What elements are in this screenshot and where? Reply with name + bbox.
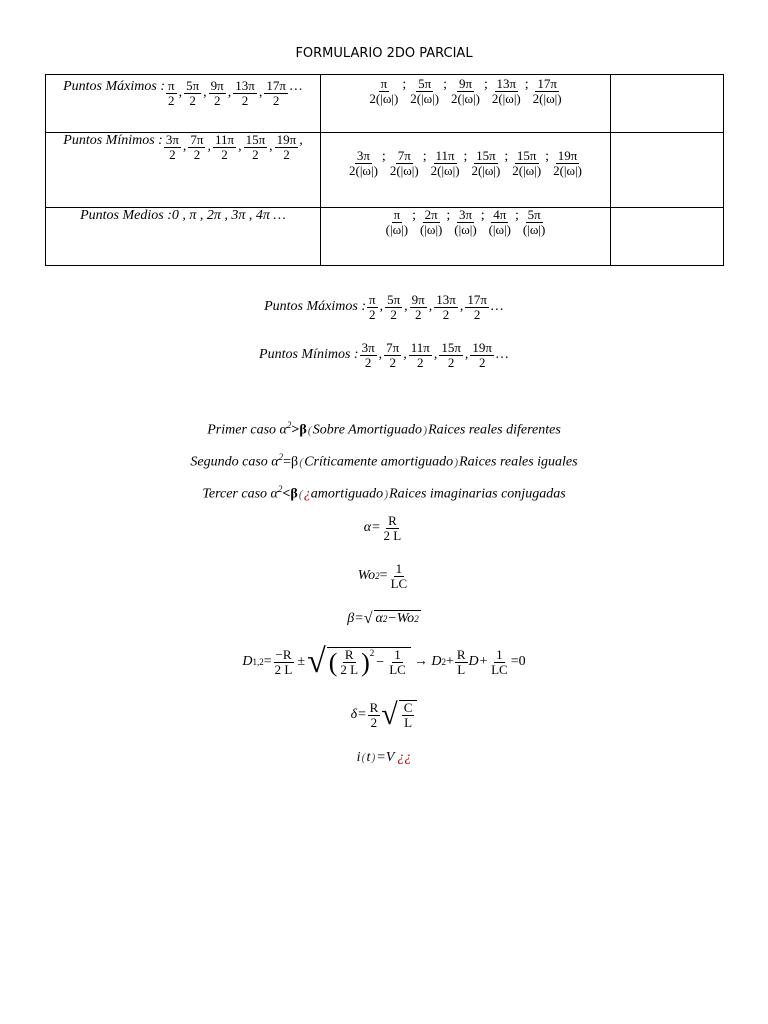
numerator: 17π [266,78,286,93]
separator: ; [443,77,448,92]
eq-min-fracs [359,341,495,369]
min-label: Puntos Mínimos : [63,133,163,148]
separator: , [178,85,183,101]
eq-max-label: Puntos Máximos : [264,299,366,315]
numerator: 15π [245,132,266,147]
numerator: 5π [418,76,432,91]
eq-delta: δ= $\frac{R}{2}$ √ $\frac{C}{L}$ [0,700,768,730]
numerator: 11π [435,148,455,163]
fraction [233,79,257,107]
fraction [388,149,421,177]
tercer-caso-par: amortiguado [310,486,384,502]
numerator: 5π [186,78,200,93]
table-row-minimos [46,133,724,208]
fraction [166,79,177,107]
numerator: 11π [214,132,235,147]
denominator: 2 [390,306,397,322]
delta-rden: L [404,715,413,730]
d12-eq: = [263,654,272,669]
denominator: 2(|ω|) [369,90,399,106]
cell-max-points [46,75,321,133]
eq-puntos-maximos [0,293,768,321]
separator: , [238,139,242,155]
fraction [429,149,462,177]
d12-dterm: D+ [468,654,489,669]
separator: , [182,139,187,155]
denominator: 2(|ω|) [512,162,542,178]
numerator: 3π [361,340,375,355]
separator: ; [515,208,519,223]
d12-den4: L [457,661,466,677]
denominator: 2 [283,146,290,162]
separator: , [403,347,407,363]
denominator: 2(|ω|) [532,90,562,106]
d12-pm: ± [297,654,306,669]
fraction [510,149,543,177]
d12-lhs: D [242,654,253,669]
denominator: 2 [272,92,280,108]
delta-lhs: δ= [350,707,367,722]
segundo-caso-post: Raices reales iguales [459,454,578,470]
numerator: 15π [516,148,537,163]
denominator: 2 [189,92,196,108]
max-fracs [165,79,289,107]
separator: , [428,299,433,315]
denominator: 2 [369,306,376,322]
cell-empty-1 [611,75,724,133]
denominator: 2 [442,306,450,322]
numerator: 7π [386,340,400,355]
cell-min-points [46,133,321,208]
separator: ; [480,208,485,223]
max-label: Puntos Máximos : [63,79,165,94]
primer-caso-op: >β [291,422,307,438]
eq-tercer-caso: Tercer caso $\alpha^2<\beta(¿amortiguado)Raices$ imaginarias conjugadas [202,484,566,502]
fraction [465,293,489,321]
beta-sup: 2 [382,614,388,624]
numerator: 13π [235,78,255,93]
d12-num3: 1 [394,647,401,663]
numerator: 19π [557,148,578,163]
tercer-caso-pre: Tercer caso α [202,486,278,502]
d12-den1: 2 L [274,661,293,677]
separator: , [379,299,384,315]
it-t: t [366,750,371,765]
denominator: 2 [193,146,201,162]
d12-den2: 2 L [340,662,359,677]
numerator: 19π [276,132,297,147]
separator: ; [381,149,386,164]
medio-values: 0 , π , 2π , 3π , 4π … [171,208,286,223]
numerator: 15π [476,148,496,163]
d12-arrow: → D [413,654,442,669]
denominator: 2(|ω|) [553,162,582,178]
numerator: π [380,76,388,91]
numerator: 11π [410,340,430,355]
d12-end: =0 [510,654,526,669]
alpha-den: 2 L [383,527,402,543]
fraction [551,149,584,177]
d12-plus: + [445,654,454,669]
segundo-caso-op: =β [283,454,299,470]
d12-sup: 2 [369,648,375,659]
d12-den3: LC [389,662,406,677]
fraction [367,77,400,105]
fraction [384,341,401,369]
denominator: 2 [364,354,372,370]
eq-segundo-caso: Segundo caso $\alpha^2=\beta(Críticamente$ amortiguado)Raices reales iguales [190,452,578,470]
denominator: (|ω|) [488,221,512,237]
denominator: 2 [169,146,176,162]
denominator: 2 [241,92,249,108]
denominator: 2 [168,92,175,108]
eq-it: i(t)=V ¿¿ [356,750,412,765]
denominator: 2 [414,306,422,322]
separator: , [203,85,207,101]
fraction [188,133,205,161]
denominator: 2 [473,306,481,322]
separator: , [207,139,211,155]
numerator: 3π [165,132,179,147]
numerator: 2π [424,207,438,222]
eq-min-tail: … [494,347,509,363]
tercer-caso-sup: 2 [277,484,283,494]
separator: ; [483,77,488,92]
wo-eq: = [379,568,388,584]
separator: , [258,85,263,101]
denominator: 2 [252,146,259,162]
fraction [164,133,181,161]
denominator: (|ω|) [454,221,477,237]
fraction [487,208,513,236]
d12-num5: 1 [496,646,503,662]
primer-caso-pre: Primer caso α [207,422,287,438]
numerator: 13π [436,292,456,307]
delta-den: 2 [370,714,378,730]
wo-sup: 2 [375,571,380,582]
alpha-lhs: α= [363,520,381,536]
separator: , [404,299,408,315]
eq-d12: D 1,2 = $\frac{-R}{2 L}$ ± √ ( $\frac{R}{2 L}$ ) $^2$ − $\frac{1}{LC}$ → D 2 + $\frac{R}{L}$ D+ $\frac{1}{LC}$ =0 [242,643,526,680]
separator: ; [446,208,451,223]
denominator: 2(|ω|) [349,162,378,178]
tercer-caso-red: ¿ [303,486,311,502]
beta-sup2: 2 [414,614,419,624]
fraction [347,149,380,177]
separator: , [378,347,383,363]
numerator: 9π [458,76,473,91]
fraction [449,77,482,105]
denominator: 2 [478,354,486,370]
fraction [408,77,441,105]
eq-max-fracs [366,293,490,321]
beta-a: α [375,611,383,626]
separator: ; [463,149,468,164]
segundo-caso-par: Críticamente amortiguado [304,454,454,470]
separator: ; [504,149,509,164]
eq-max-tail: … [489,299,504,315]
d12-num1: −R [275,646,292,662]
denominator: (|ω|) [385,221,409,237]
min-tail: , [299,133,303,148]
formula-table [45,74,724,266]
separator: , [269,139,273,155]
medio-label: Puntos Medios : [80,208,172,223]
it-i: i [356,750,361,765]
wo-den: LC [390,575,408,591]
numerator: π [369,292,376,307]
table-row-medios [46,208,724,266]
numerator: 4π [493,207,507,222]
numerator: 7π [190,132,204,147]
numerator: 3π [458,207,473,222]
fraction [275,133,299,161]
separator: , [227,85,232,101]
separator: ; [402,77,407,92]
fraction [244,133,268,161]
min-fracs [163,133,299,161]
eq-min-label: Puntos Mínimos : [259,347,359,363]
separator: ; [545,149,550,164]
cell-medio-omega [321,208,611,266]
fraction [469,149,502,177]
fraction [384,208,410,236]
cell-empty-2 [611,133,724,208]
segundo-caso-sup: 2 [278,452,284,462]
fraction [213,133,236,161]
max-tail: … [288,79,303,94]
tercer-caso-post: Raices imaginarias conjugadas [389,486,566,502]
numerator: 19π [472,340,492,355]
cell-empty-3 [611,208,724,266]
denominator: 2 [221,146,228,162]
fraction [439,341,463,369]
denominator: 2(|ω|) [410,90,440,106]
it-red: ¿¿ [397,750,412,765]
separator: ; [524,77,529,92]
fraction [209,79,226,107]
numerator: 3π [356,148,370,163]
fraction [490,77,523,105]
wo-num: 1 [395,561,403,576]
eq-wo [0,562,768,590]
fraction [264,79,288,107]
fraction [470,341,494,369]
denominator: 2 [447,354,455,370]
denominator: 2 [213,92,221,108]
denominator: (|ω|) [522,221,546,237]
min-omega-fracs [321,133,610,177]
beta-lhs: β= [347,610,364,626]
d12-minus: − [376,654,385,670]
separator: , [433,347,438,363]
primer-caso-par: Sobre Amortiguado [312,422,423,438]
eq-puntos-minimos [0,341,768,369]
cell-min-omega [321,133,611,208]
eq-primer-caso: Primer caso $\alpha^2>\beta(Sobre$ Amortiguado)Raices reales diferentes [207,420,561,438]
primer-caso-sup: 2 [286,420,292,430]
separator: , [464,347,469,363]
separator: ; [412,208,416,223]
numerator: 5π [527,207,541,222]
fraction [521,208,547,236]
fraction [418,208,444,236]
separator: , [459,299,464,315]
numerator: 17π [467,292,487,307]
eq-beta: β= √ α 2 −Wo 2 [347,609,419,627]
denominator: 2 [417,354,424,370]
denominator: (|ω|) [419,221,443,237]
alpha-num: R [388,513,397,528]
d12-num2: R [344,647,354,663]
numerator: 13π [496,76,517,91]
segundo-caso-pre: Segundo caso α [190,454,279,470]
fraction [409,341,432,369]
delta-rnum: C [403,700,413,716]
page-title: FORMULARIO 2DO PARCIAL [295,46,473,61]
fraction [434,293,458,321]
denominator: 2(|ω|) [430,162,460,178]
medio-omega-fracs [321,208,610,236]
fraction [367,293,378,321]
numerator: π [168,78,175,93]
numerator: π [393,207,401,222]
fraction [410,293,427,321]
cell-max-omega [321,75,611,133]
denominator: 2 [389,354,396,370]
separator: ; [422,149,427,164]
beta-minus: −Wo [387,611,415,626]
d12-num4: R [456,646,466,662]
primer-caso-post: Raices reales diferentes [428,422,561,438]
delta-num: R [369,699,379,715]
it-eq: =V [376,750,395,765]
fraction [385,293,402,321]
d12-sup-d: 2 [441,657,446,667]
cell-medio-points [46,208,321,266]
fraction [531,77,564,105]
fraction [184,79,201,107]
d12-den5: LC [491,661,508,677]
fraction [452,208,478,236]
eq-alpha [0,514,768,542]
numerator: 7π [397,148,411,163]
max-omega-fracs [321,75,610,105]
numerator: 17π [537,76,557,91]
numerator: 15π [441,340,461,355]
denominator: 2(|ω|) [389,162,419,178]
denominator: 2(|ω|) [491,90,521,106]
fraction [360,341,377,369]
numerator: 5π [387,292,401,307]
numerator: 9π [411,292,425,307]
d12-sub: 1,2 [252,657,264,667]
tercer-caso-op: <β [282,486,298,502]
wo-lhs: Wo [357,568,376,584]
denominator: 2(|ω|) [451,90,480,106]
denominator: 2(|ω|) [471,162,501,178]
table-row-maximos [46,75,724,133]
numerator: 9π [210,78,224,93]
